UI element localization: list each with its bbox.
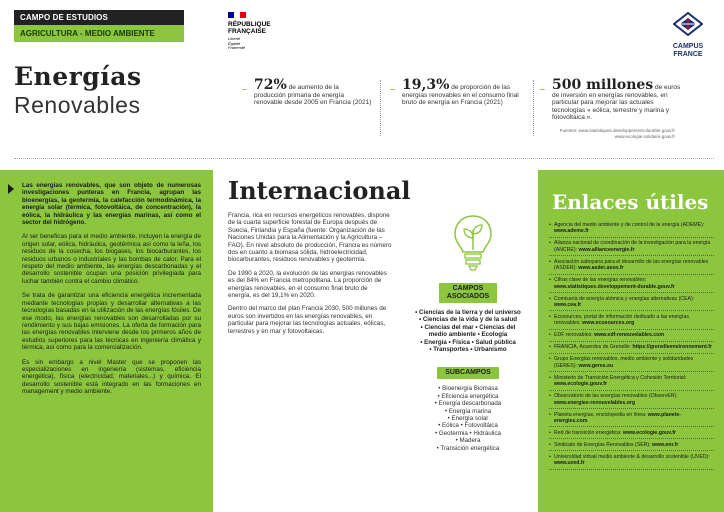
link-url[interactable]: www.ademe.fr	[554, 228, 589, 235]
link-item	[549, 332, 714, 341]
divider	[533, 80, 534, 136]
campus-france-logo	[662, 12, 714, 59]
link-desc: FRANCIA, Acuerdos de Grenelle:	[554, 344, 633, 351]
list-item: • Energía marina	[444, 407, 492, 415]
field-tag: AGRICULTURA - MEDIO AMBIENTE	[14, 25, 184, 42]
link-item	[549, 259, 714, 275]
link-item	[549, 344, 714, 353]
internacional-heading: Internacional	[228, 176, 411, 205]
link-item	[549, 412, 714, 428]
stat-text: de aumento de la producción primaria de energía renovable desde 2005 en Francia (2021)	[254, 84, 372, 106]
link-url[interactable]: www.uved.fr	[554, 460, 585, 467]
intro-paragraph: Se trata de garantizar una eficiencia energética incrementada mediante tecnologías propias y desarrollar alternativas a las tecnologías basadas en la utilización de las energías fósiles. De ese modo, las energías renovables son desarrolladas por su rendimiento y sus bajas emisiones. La oferta de formación para las energías renovables interviene desde los primeros años de estudios superiores para las técnicas en ingeniería climática y térmica, así como para la comercialización.	[22, 292, 201, 352]
link-item	[549, 314, 714, 330]
link-desc: Alianza nacional de coordinación de la investigación para la energía (ANCRE):	[554, 240, 711, 253]
intro-lead: Las energías renovables, que son objeto de numerosas investigaciones punteras en Francia, agrupan las bioenergías, la geotermia, la calefacción termodinámica, la energía solar (térmica, fotovoltáica, de concentración), la eólica, la hidráulica y las energías marinas, así como el sector del hidrógeno.	[22, 182, 201, 227]
link-item	[549, 393, 714, 409]
campos-header: CAMPOS ASOCIADOS	[439, 283, 497, 303]
subcampos-list	[400, 385, 536, 452]
intro-panel	[0, 170, 213, 512]
stat-3	[540, 77, 682, 122]
internacional-text	[228, 212, 392, 341]
link-desc: Ecosources, portal de información dedicado a las energías renovables:	[554, 314, 689, 327]
page-title-line1: Energías	[14, 62, 142, 91]
internacional-paragraph: De 1990 a 2020, la evolución de las energías renovables es del 84% en Francia metropolitana. La proporción de energías renovables, en el consumo final bruto de energía, es del 19,1% en 2020.	[228, 269, 387, 300]
link-url[interactable]: www.ecosources.org	[582, 320, 635, 327]
list-item: • Energía solar	[447, 415, 489, 423]
link-desc: Universidad virtual medio ambiente & desarrollo sostenible (UVED):	[554, 454, 710, 461]
french-flag-icon	[228, 12, 246, 18]
stat-value: 19,3%	[402, 77, 450, 93]
list-item: • Geotermia • Hidráulica	[435, 429, 501, 437]
cf-name: CAMPUS FRANCE	[672, 43, 704, 58]
link-desc: Cifras clave de las energías renovables:	[554, 277, 647, 284]
campo-estudios-tag: CAMPO DE ESTUDIOS	[14, 10, 184, 25]
list-item: • Ciencias del mar • Ciencias del	[420, 323, 516, 331]
intro-paragraph: Al ser beneficas para el medio ambiente, incluyen la energía de origen solar, eólica, hidráulica, geotérmica así como la leña, los residuos de la cosecha, los biogases, los biocarburantes, los residuos urbanos o industriales y las bombas de calor. Para el respeto del medio ambiente, las energías descarbonadas y el desarrollo sostenible ocupan una posición privilegiada para luchar también contra el cambio climático.	[22, 233, 201, 285]
list-item: medio ambiente • Ecología	[428, 331, 508, 339]
link-item	[549, 375, 714, 391]
link-url[interactable]: www.geres.eu	[578, 362, 614, 369]
link-url[interactable]: www.allianceenergie.fr	[578, 246, 635, 253]
link-item	[549, 442, 714, 451]
page-title-line2: Renovables	[14, 92, 141, 118]
campos-asociados	[400, 283, 536, 452]
link-desc: Asociación saboyana para el desarrollo de las energías renovables (ASDER):	[554, 258, 709, 272]
link-desc: Observatorio de las energías renovables (ObservER):	[554, 393, 678, 400]
link-url[interactable]: www.enr.fr	[652, 442, 679, 449]
link-item	[549, 222, 714, 238]
list-item: • Madera	[455, 437, 481, 445]
link-item	[549, 356, 714, 372]
link-url[interactable]: www.planete-energies.com	[554, 411, 681, 425]
intro-paragraph: Es sin embargo a nivel Master que se proponen las especializaciones en ingeniería (sistemas, eficiencia energética), física (electricidad, materiales...) y química. El desarrollo sostenible está integrado en las formaciones en management y medio ambiente.	[22, 358, 201, 396]
lightbulb-plant-icon	[445, 210, 501, 274]
link-url[interactable]: www.asder.asso.fr	[578, 265, 624, 272]
stat-text: de euros de inversión en energías renovables, en particular para mejorar las actuales tecnologías « eólica, terrestre y marina y fotovoltaica ».	[552, 84, 681, 121]
internacional-paragraph: Dentro del marco del plan Francia 2030, 500 millones de euros son invertidos en las energías renovables, en particular para mejorar las tecnologías actuales, eólicas, terrestres y en mar y fotovoltaicas.	[228, 305, 387, 335]
link-url[interactable]: www.energies-renouvelables.org	[554, 399, 636, 406]
stats-source: Fuentes: www.statistiques.developpement-durable.gouv.fr www.ecologie.solidaire.gouv.fr	[559, 128, 675, 139]
list-item: • Energía descarbonada	[434, 400, 502, 408]
link-item	[549, 277, 714, 293]
stat-value: 72%	[254, 77, 287, 93]
divider	[380, 80, 381, 136]
link-url[interactable]: www.ecologie.gouv.fr	[622, 430, 676, 437]
link-item	[549, 430, 714, 439]
link-desc: Agencia del medio ambiente y de control de la energía (ADEME):	[554, 222, 705, 228]
list-item: • Eólica • Fotovoltáica	[438, 422, 498, 430]
link-desc: Grupo Energías renovables, medio ambiente y solidaridades (GERES):	[554, 356, 694, 369]
link-item	[549, 240, 714, 256]
link-desc: Red de transición energética:	[554, 430, 623, 437]
dash-icon: –	[242, 84, 248, 94]
link-desc: Planeta energías, enciclopedia en línea:	[554, 411, 648, 418]
subcampos	[400, 361, 536, 452]
link-desc: Ministerio de Transición Energética y Cohesión Territorial:	[554, 374, 687, 381]
section-divider	[14, 158, 714, 159]
list-item: • Ciencias de la tierra y del universo	[415, 309, 521, 316]
link-item	[549, 296, 714, 312]
link-url[interactable]: www.statistiques.developpement-durable.gouv.fr	[554, 283, 675, 290]
republique-francaise-logo	[228, 12, 298, 51]
list-item: • Transportes • Urbanismo	[429, 346, 507, 354]
rf-motto: Liberté Égalité Fraternité	[228, 36, 246, 50]
campos-list	[400, 309, 536, 353]
stat-value: 500 millones	[552, 77, 654, 93]
campus-france-emblem-icon	[673, 12, 703, 36]
link-desc: Comisaría de energía atómica y energías alternativas (CEA):	[554, 295, 695, 302]
link-url[interactable]: www.ecologie.gouv.fr	[554, 381, 608, 388]
list-item: • Bioenergía Biomasa	[438, 385, 498, 393]
subcampos-header: SUBCAMPOS	[437, 367, 499, 379]
link-item	[549, 454, 714, 470]
link-url[interactable]: https://grenelleenvironnement.fr	[632, 344, 712, 351]
stat-1	[242, 77, 372, 107]
enlaces-heading: Enlaces útiles	[552, 190, 709, 214]
link-url[interactable]: www.edf-renouvelables.com	[594, 332, 664, 339]
link-desc: EDF renovables:	[554, 332, 595, 339]
dash-icon: –	[390, 84, 396, 94]
list-item: • Energía • Física • Salud pública	[420, 338, 516, 346]
rf-name: RÉPUBLIQUE FRANÇAISE	[228, 21, 271, 35]
list-item: • Transición energética	[436, 444, 500, 452]
list-item: • Ciencias de la vida y de la salud	[418, 316, 518, 324]
link-desc: Sindicato de Energías Renovables (SER):	[554, 442, 653, 449]
arrow-right-icon	[8, 184, 14, 194]
stat-text: de proporción de las energías renovables en el consumo final bruto de energía en Francia (2021)	[402, 84, 519, 106]
dash-icon: –	[540, 84, 546, 94]
list-item: • Eficiencia energética	[437, 392, 499, 400]
internacional-paragraph: Francia, rica en recursos energéticos renovables, dispone de la cuarta superficie forestal de Europa después de Suecia, Finlandia y España (fuente: Organización de las Naciones Unidas para la Alimentación y la Agricultura – FAO). En nivel absoluto de producción, Francia es número dos en cuanto a biomasa sólida, hidroelectricidad, biocarburantes, residuos renovables y geotermia.	[228, 212, 392, 264]
link-url[interactable]: www.cea.fr	[554, 302, 582, 309]
stat-2	[390, 77, 526, 107]
enlaces-list	[549, 222, 714, 472]
